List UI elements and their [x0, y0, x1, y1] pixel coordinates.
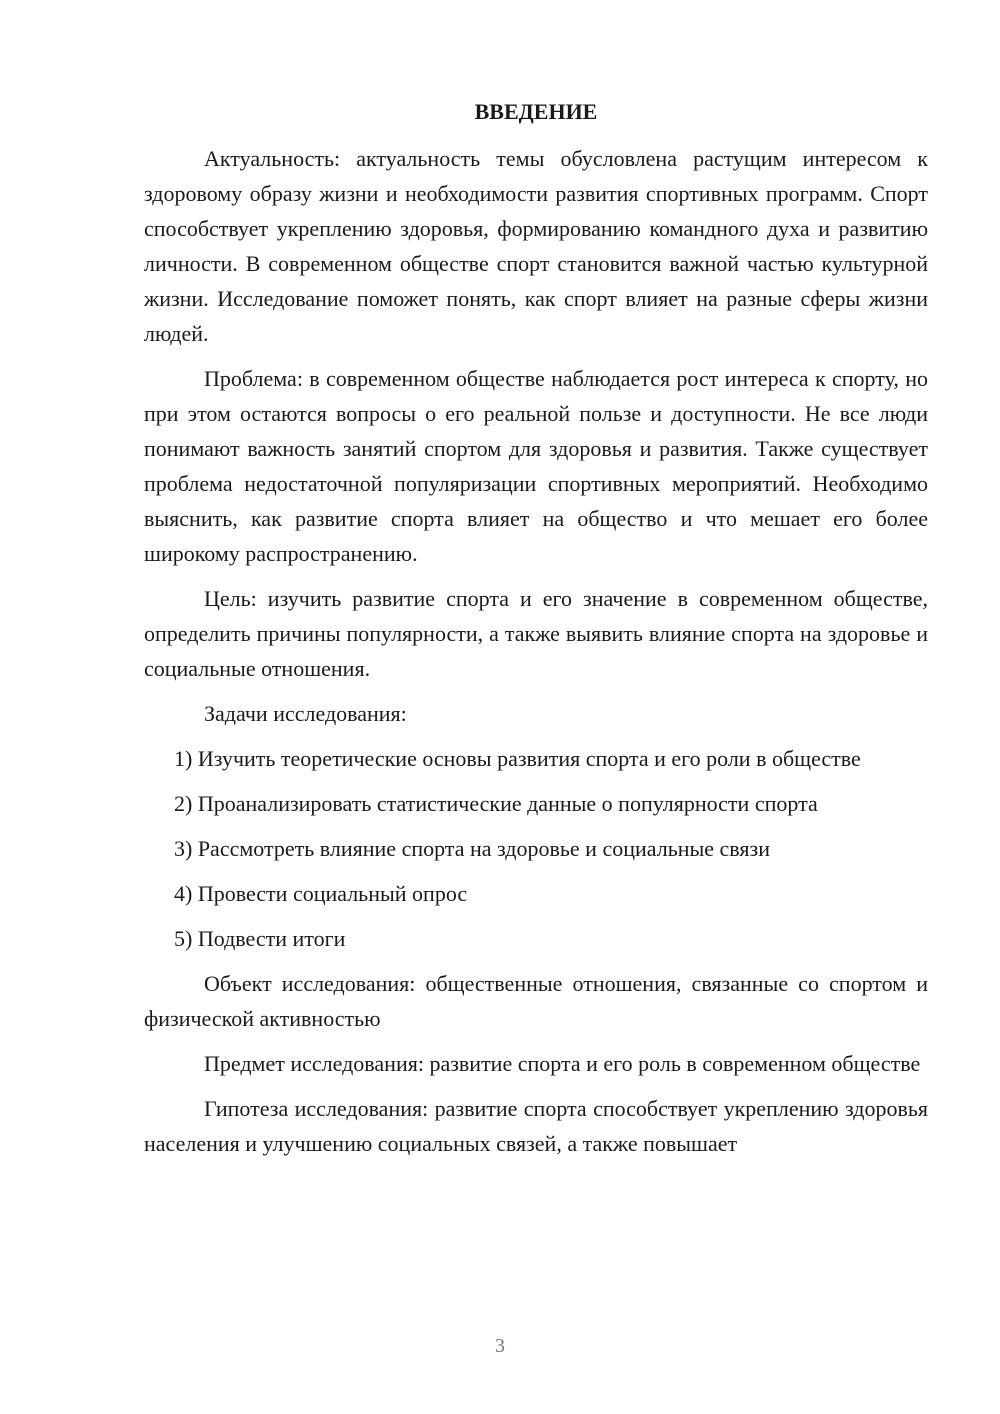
page-content [144, 94, 928, 1171]
goal-paragraph: Цель: изучить развитие спорта и его значение в современном обществе, определить причины популярности, а также выявить влияние спорта на здоровье и социальные отношения. [144, 586, 928, 681]
task-item-2: 2) Проанализировать статистические данные о популярности спорта [174, 791, 818, 816]
task-item-3: 3) Рассмотреть влияние спорта на здоровье и социальные связи [174, 836, 770, 861]
research-object-paragraph: Объект исследования: общественные отношения, связанные со спортом и физической активностью [144, 971, 928, 1031]
hypothesis-paragraph: Гипотеза исследования: развитие спорта способствует укреплению здоровья населения и улучшению социальных связей, а также повышает [144, 1096, 928, 1156]
problem-paragraph: Проблема: в современном обществе наблюдается рост интереса к спорту, но при этом остаются вопросы о его реальной пользе и доступности. Не все люди понимают важность занятий спортом для здоровья и развития. Также существует проблема недостаточной популяризации спортивных мероприятий. Необходимо выяснить, как развитие спорта влияет на общество и что мешает его более широкому распространению. [144, 366, 928, 566]
relevance-paragraph: Актуальность: актуальность темы обусловлена растущим интересом к здоровому образу жизни и необходимости развития спортивных программ. Спорт способствует укреплению здоровья, формированию командного духа и развитию личности. В современном обществе спорт становится важной частью культурной жизни. Исследование поможет понять, как спорт влияет на разные сферы жизни людей. [144, 146, 928, 346]
section-title: ВВЕДЕНИЕ [474, 99, 598, 124]
page-number: 3 [495, 1335, 505, 1357]
research-subject-paragraph: Предмет исследования: развитие спорта и его роль в современном обществе [204, 1051, 921, 1076]
tasks-heading: Задачи исследования: [204, 701, 407, 726]
task-item-5: 5) Подвести итоги [174, 926, 346, 951]
task-item-4: 4) Провести социальный опрос [174, 881, 468, 906]
task-item-1: 1) Изучить теоретические основы развития спорта и его роли в обществе [174, 746, 861, 771]
